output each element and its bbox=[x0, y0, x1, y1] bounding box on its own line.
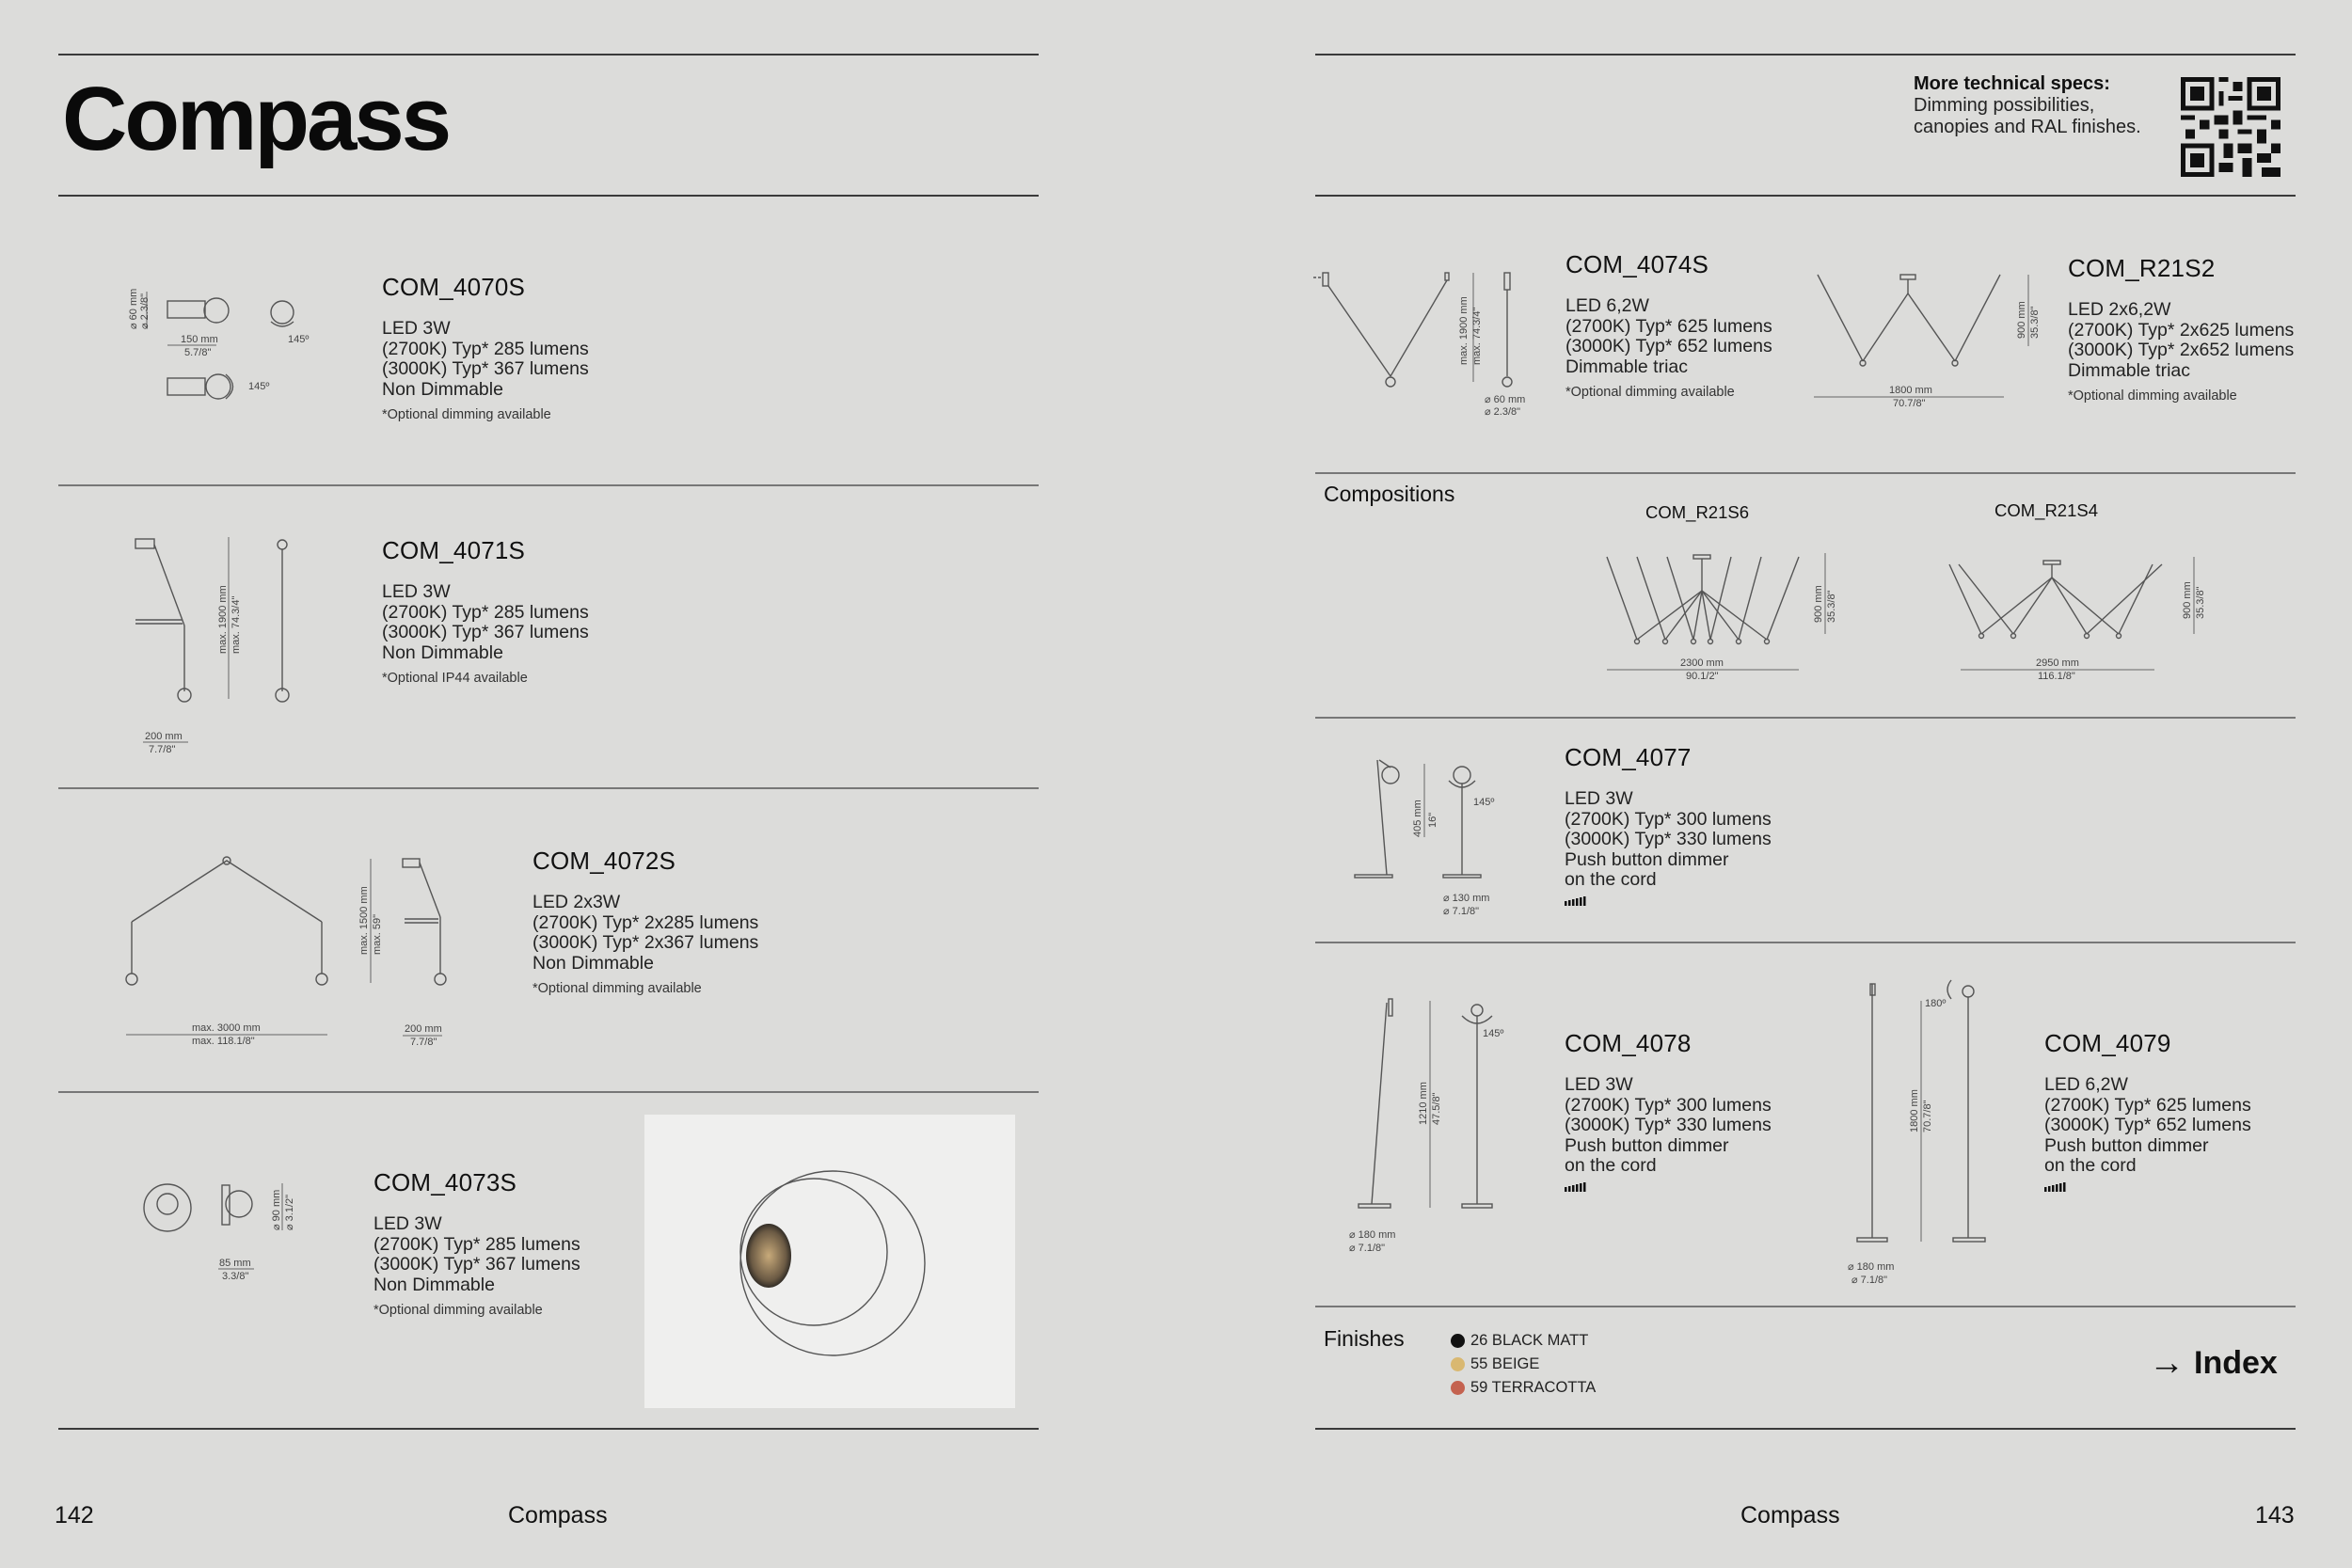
com-4071s-dim-w1: 200 mm bbox=[145, 731, 183, 742]
com-4079-dim-angle: 180º bbox=[1925, 998, 1947, 1009]
bottom-rule-right bbox=[1315, 1428, 2296, 1430]
spec-line: LED 2x3W bbox=[532, 892, 621, 912]
com-4077-info bbox=[1565, 743, 1772, 911]
com-4070s-dim-angle: 145º bbox=[288, 334, 310, 345]
spec-line: (3000K) Typ* 330 lumens bbox=[1565, 829, 1772, 849]
index-link-label: Index bbox=[2194, 1345, 2278, 1381]
com-4079-specs bbox=[2044, 1075, 2251, 1177]
com-4070s-dim-w1: 150 mm bbox=[181, 334, 218, 345]
divider-1-left bbox=[58, 484, 1039, 486]
com-4071s-specs bbox=[382, 582, 589, 663]
spec-line: (2700K) Typ* 285 lumens bbox=[382, 601, 589, 623]
spec-line: Dimmable triac bbox=[2068, 359, 2191, 381]
finish-swatch bbox=[1451, 1381, 1465, 1395]
com-r21s2-specs bbox=[2068, 300, 2294, 381]
com-4071s-note: *Optional IP44 available bbox=[382, 671, 528, 686]
com-4070s-note: *Optional dimming available bbox=[382, 407, 551, 422]
com-4073s-dim-d2: ⌀ 3.1/2" bbox=[284, 1194, 295, 1230]
spec-line: Push button dimmer bbox=[2044, 1134, 2209, 1156]
com-4072s-drawing bbox=[122, 851, 461, 1058]
finish-swatch bbox=[1451, 1334, 1465, 1348]
com-4071s-drawing bbox=[122, 531, 329, 767]
com-r21s2-dim-h2: 35.3/8" bbox=[2029, 306, 2041, 339]
top-rule-left bbox=[58, 54, 1039, 55]
spec-line: (3000K) Typ* 330 lumens bbox=[1565, 1115, 1772, 1135]
com-r21s6-dim-h1: 900 mm bbox=[1813, 585, 1824, 623]
com-4078-dim-h2: 47.5/8" bbox=[1431, 1092, 1442, 1125]
com-4072s-dim-w3: 200 mm bbox=[405, 1023, 442, 1035]
spec-line: (3000K) Typ* 367 lumens bbox=[382, 358, 589, 379]
com-4078-specs bbox=[1565, 1075, 1772, 1177]
com-4074s-dim-d2: ⌀ 2.3/8" bbox=[1485, 406, 1521, 418]
finish-beige[interactable] bbox=[1451, 1353, 1596, 1376]
header-rule-right bbox=[1315, 195, 2296, 197]
spec-line: LED 3W bbox=[1565, 1074, 1633, 1095]
com-4070s-code: COM_4070S bbox=[382, 273, 526, 301]
bottom-rule-left bbox=[58, 1428, 1039, 1430]
tech-specs-heading: More technical specs: bbox=[1914, 73, 2110, 94]
com-4072s-note: *Optional dimming available bbox=[532, 981, 702, 996]
com-4078-dim-h1: 1210 mm bbox=[1418, 1082, 1429, 1125]
com-4074s-specs bbox=[1565, 296, 1772, 377]
com-4072s-specs bbox=[532, 893, 758, 974]
com-r21s2-code: COM_R21S2 bbox=[2068, 254, 2216, 282]
spec-line: LED 3W bbox=[1565, 788, 1633, 809]
com-4077-drawing bbox=[1345, 752, 1505, 922]
com-4077-code: COM_4077 bbox=[1565, 743, 1692, 771]
spec-line: LED 3W bbox=[373, 1213, 442, 1234]
divider-4-right bbox=[1315, 1306, 2296, 1307]
com-4079-dim-h2: 70.7/8" bbox=[1922, 1100, 1933, 1132]
com-4074s-info bbox=[1565, 250, 1772, 400]
finish-black[interactable] bbox=[1451, 1329, 1596, 1353]
com-r21s2-note: *Optional dimming available bbox=[2068, 388, 2237, 404]
spec-line: Push button dimmer bbox=[1565, 848, 1729, 870]
com-r21s4-dim-h1: 900 mm bbox=[2182, 581, 2193, 619]
com-4070s-dim-d2: ⌀ 2.3/8" bbox=[139, 293, 151, 329]
com-4079-dim-h1: 1800 mm bbox=[1909, 1089, 1920, 1132]
com-4077-dim-d1: ⌀ 130 mm bbox=[1443, 893, 1490, 904]
spec-line: (3000K) Typ* 652 lumens bbox=[2044, 1115, 2251, 1135]
com-4077-dim-angle: 145º bbox=[1473, 797, 1495, 808]
finishes-list bbox=[1451, 1329, 1596, 1400]
com-r21s4-dim-h2: 35.3/8" bbox=[2195, 586, 2206, 619]
com-4078-info bbox=[1565, 1029, 1772, 1196]
com-4074s-code: COM_4074S bbox=[1565, 250, 1709, 278]
com-4073s-dim-w1: 85 mm bbox=[219, 1258, 251, 1269]
com-4079-code: COM_4079 bbox=[2044, 1029, 2171, 1057]
spec-line: LED 6,2W bbox=[2044, 1074, 2128, 1095]
com-4078-dim-d1: ⌀ 180 mm bbox=[1349, 1229, 1396, 1241]
spec-line: (2700K) Typ* 285 lumens bbox=[382, 338, 589, 359]
com-r21s4-code: COM_R21S4 bbox=[1994, 500, 2099, 520]
com-r21s2-dim-h1: 900 mm bbox=[2016, 301, 2027, 339]
com-4070s-dim-w2: 5.7/8" bbox=[184, 347, 212, 358]
tech-specs-line2: canopies and RAL finishes. bbox=[1914, 117, 2141, 137]
finish-name: 26 BLACK MATT bbox=[1470, 1332, 1589, 1349]
com-4078-code: COM_4078 bbox=[1565, 1029, 1692, 1057]
finishes-label: Finishes bbox=[1324, 1326, 1405, 1351]
top-rule-right bbox=[1315, 54, 2296, 55]
divider-2-left bbox=[58, 787, 1039, 789]
spec-line: (3000K) Typ* 652 lumens bbox=[1565, 336, 1772, 356]
arrow-right-icon: → bbox=[2149, 1343, 2185, 1383]
com-4078-dim-angle: 145º bbox=[1483, 1028, 1504, 1039]
com-r21s2-info bbox=[2068, 254, 2294, 404]
divider-1-right bbox=[1315, 472, 2296, 474]
spec-line: (3000K) Typ* 367 lumens bbox=[373, 1254, 580, 1275]
page-title: Compass bbox=[62, 69, 450, 169]
com-4071s-dim-h2: max. 74.3/4" bbox=[230, 595, 242, 654]
divider-2-right bbox=[1315, 717, 2296, 719]
com-r21s6-code: COM_R21S6 bbox=[1645, 502, 1750, 522]
com-4071s-info bbox=[382, 536, 589, 686]
spec-line: (2700K) Typ* 300 lumens bbox=[1565, 1094, 1772, 1116]
com-4074s-dim-h2: max. 74.3/4" bbox=[1471, 307, 1483, 365]
com-4077-dim-h1: 405 mm bbox=[1412, 800, 1423, 837]
spec-line: Push button dimmer bbox=[1565, 1134, 1729, 1156]
spec-line: Non Dimmable bbox=[382, 641, 503, 663]
com-4079-dim-d2: ⌀ 7.1/8" bbox=[1851, 1275, 1888, 1286]
com-r21s2-dim-w2: 70.7/8" bbox=[1893, 398, 1926, 409]
com-4073s-photo bbox=[644, 1115, 1015, 1408]
finish-name: 59 TERRACOTTA bbox=[1470, 1379, 1597, 1396]
com-r21s6-dim-h2: 35.3/8" bbox=[1826, 590, 1837, 623]
footer-title-right: Compass bbox=[1740, 1502, 1840, 1528]
com-4079-dim-d1: ⌀ 180 mm bbox=[1848, 1261, 1895, 1273]
finish-name: 55 BEIGE bbox=[1470, 1355, 1540, 1372]
com-4070s-specs bbox=[382, 319, 589, 400]
spec-line: (3000K) Typ* 2x367 lumens bbox=[532, 932, 759, 953]
com-4077-dim-d2: ⌀ 7.1/8" bbox=[1443, 906, 1480, 917]
com-r21s6-drawing bbox=[1599, 549, 1853, 690]
spec-line: (2700K) Typ* 2x625 lumens bbox=[2068, 319, 2295, 341]
spec-line: on the cord bbox=[1565, 1155, 1657, 1176]
com-4077-specs bbox=[1565, 789, 1772, 891]
com-r21s6-dim-w1: 2300 mm bbox=[1680, 657, 1724, 669]
com-r21s4-dim-w2: 116.1/8" bbox=[2038, 671, 2075, 682]
com-4074s-dim-h1: max. 1900 mm bbox=[1458, 296, 1470, 365]
dimmer-icon bbox=[1565, 1182, 1589, 1192]
spec-line: LED 3W bbox=[382, 581, 451, 602]
spec-line: LED 2x6,2W bbox=[2068, 299, 2171, 320]
finish-terracotta[interactable] bbox=[1451, 1376, 1596, 1400]
dimmer-icon bbox=[1565, 896, 1589, 906]
com-4073s-drawing bbox=[132, 1176, 320, 1289]
com-4074s-note: *Optional dimming available bbox=[1565, 385, 1735, 400]
com-4072s-dim-w1: max. 3000 mm bbox=[192, 1022, 261, 1034]
tech-specs-line1: Dimming possibilities, bbox=[1914, 95, 2095, 116]
com-4072s-dim-w2: max. 118.1/8" bbox=[192, 1036, 255, 1047]
com-r21s4-dim-w1: 2950 mm bbox=[2036, 657, 2079, 669]
com-4071s-dim-w2: 7.7/8" bbox=[149, 744, 176, 755]
com-r21s2-dim-w1: 1800 mm bbox=[1889, 385, 1932, 396]
spec-line: LED 6,2W bbox=[1565, 295, 1649, 316]
com-r21s6-dim-w2: 90.1/2" bbox=[1686, 671, 1719, 682]
spec-line: (3000K) Typ* 367 lumens bbox=[382, 622, 589, 642]
com-4073s-dim-d1: ⌀ 90 mm bbox=[271, 1189, 282, 1230]
com-4073s-specs bbox=[373, 1214, 580, 1295]
wall-lamp-photo bbox=[644, 1115, 1015, 1408]
com-r21s2-drawing bbox=[1810, 271, 2041, 412]
com-4072s-code: COM_4072S bbox=[532, 847, 676, 875]
com-4074s-dim-d1: ⌀ 60 mm bbox=[1485, 394, 1526, 405]
com-4079-info bbox=[2044, 1029, 2251, 1196]
com-4073s-dim-w2: 3.3/8" bbox=[222, 1271, 249, 1282]
dimmer-icon bbox=[2044, 1182, 2069, 1192]
tech-specs-block bbox=[1914, 73, 2141, 138]
com-4079-drawing bbox=[1844, 974, 1994, 1294]
com-4073s-note: *Optional dimming available bbox=[373, 1303, 543, 1318]
com-4074s-drawing bbox=[1313, 271, 1539, 431]
index-link[interactable] bbox=[2149, 1343, 2278, 1384]
finish-swatch bbox=[1451, 1357, 1465, 1371]
qr-code-icon[interactable] bbox=[2181, 77, 2280, 177]
spec-line: LED 3W bbox=[382, 318, 451, 339]
spec-line: Non Dimmable bbox=[382, 378, 503, 400]
com-4072s-dim-w4: 7.7/8" bbox=[410, 1037, 437, 1048]
spec-line: (2700K) Typ* 2x285 lumens bbox=[532, 911, 759, 933]
spec-line: Non Dimmable bbox=[373, 1274, 495, 1295]
com-4070s-info bbox=[382, 273, 589, 422]
spec-line: on the cord bbox=[2044, 1155, 2137, 1176]
com-4072s-dim-h2: max. 59" bbox=[372, 913, 383, 955]
spec-line: (2700K) Typ* 300 lumens bbox=[1565, 808, 1772, 830]
com-4070s-dim-angle2: 145º bbox=[248, 381, 270, 392]
title-rule-left bbox=[58, 195, 1039, 197]
com-4078-drawing bbox=[1345, 993, 1534, 1266]
spec-line: Non Dimmable bbox=[532, 952, 654, 974]
spec-line: on the cord bbox=[1565, 869, 1657, 890]
compositions-label: Compositions bbox=[1324, 482, 1455, 506]
divider-3-left bbox=[58, 1091, 1039, 1093]
footer-title-left: Compass bbox=[508, 1502, 608, 1528]
com-4073s-info bbox=[373, 1168, 580, 1318]
page-number-right: 143 bbox=[2255, 1502, 2295, 1528]
spec-line: (2700K) Typ* 625 lumens bbox=[1565, 315, 1772, 337]
divider-3-right bbox=[1315, 942, 2296, 943]
com-4073s-code: COM_4073S bbox=[373, 1168, 517, 1196]
com-4070s-dim-d1: ⌀ 60 mm bbox=[128, 288, 139, 329]
com-4078-dim-d2: ⌀ 7.1/8" bbox=[1349, 1243, 1386, 1254]
page-number-left: 142 bbox=[55, 1502, 94, 1528]
spec-line: (2700K) Typ* 625 lumens bbox=[2044, 1094, 2251, 1116]
com-4070s-drawing bbox=[122, 282, 367, 414]
com-4071s-dim-h1: max. 1900 mm bbox=[217, 585, 229, 654]
spec-line: (2700K) Typ* 285 lumens bbox=[373, 1233, 580, 1255]
com-4071s-code: COM_4071S bbox=[382, 536, 526, 564]
com-4072s-info bbox=[532, 847, 758, 996]
com-4072s-dim-h1: max. 1500 mm bbox=[358, 886, 370, 955]
spec-line: Dimmable triac bbox=[1565, 356, 1689, 377]
com-r21s4-drawing bbox=[1942, 553, 2215, 694]
spec-line: (3000K) Typ* 2x652 lumens bbox=[2068, 340, 2295, 360]
com-4077-dim-h2: 16" bbox=[1427, 812, 1438, 828]
